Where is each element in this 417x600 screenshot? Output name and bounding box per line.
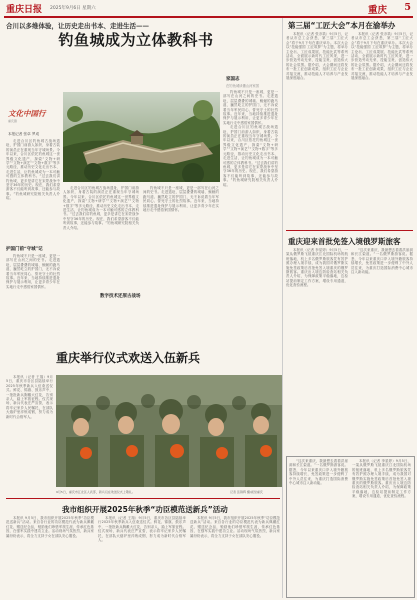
column-stamp	[8, 108, 58, 128]
bottom-headline: 我市组织开展2025年秋季“功臣模范送新兵”活动	[62, 505, 228, 514]
right-body-3a	[289, 459, 348, 593]
side-column-title: 家国志	[226, 77, 240, 82]
lead-body-text-col2: 走进合川区钓鱼城古战场遗址，护国门前游人如织，身着古装的演员正在重现当年守城场景。今年以来，合川区依托钓鱼城这一世界级文化遗产，探索“文物+研学”“文物+演艺”“文物+数字”等多元路径，推动历史文化走出书本、走进生活，让钓鱼城成为一本可触可感的立体教科书。“过去我们讲钓鱼城，更多是讲它在宋蒙战争中坚守36年的历史。现在，我们希望游客不仅能听到故事，还能参与故事。”钓鱼城研究院相关负责人介绍。	[63, 186, 139, 230]
bottom-body-1	[6, 516, 94, 598]
right-body-1b-text: 本报讯（记者 张亦筑）9月5日，记者从市总工会获悉，第三届“工匠大会”将于9月下旬在重庆举办。本次大会以“技能强国 工匠筑梦”为主题，将举办主论坛、工匠成果展、技能比武等系列活动，全面展示新时代工匠风采，进一步营造劳动光荣、技能宝贵、创造伟大的社会氛围。据介绍，大会期间还将发布一批工匠创新成果，组织工匠与企业对接交流，推动技能人才培养与产业发展深度融合。	[351, 32, 413, 81]
bottom-body-text-2: 本报讯（记者 王翔）9月5日，重庆市各区县陆续举行2025年秋季新兵入伍欢送仪式。鲜花、锦旗、鼓乐声中，一批批新兵胸戴大红花，告别亲人，踏上军旅征程。仪式现场，新兵代表庄严宣誓，表示将牢记家乡人民嘱托，在部队大熔炉里淬炼成钢，努力成为新时代合格军人。	[98, 516, 186, 543]
lead-kicker: 合川以多维体验，让历史走出书本、走进生活——	[6, 22, 149, 30]
feature-photo-caption: 9月5日，重庆市江北区人武部，新兵们在欢送仪式上敬礼。	[56, 490, 135, 494]
side-column-sub: 在钓鱼城读懂山河家国	[226, 84, 259, 88]
right-body-2a	[286, 248, 348, 448]
side-column-body	[223, 90, 278, 372]
lead-body-col1	[6, 139, 60, 243]
right-body-3a-text: “这次来重庆，我最想去看看洪崖洞和长江索道。”一名俄罗斯游客说。据悉，今年以来重庆口岸入境外籍旅客持续增长，免签政策进一步便利了中外人员往来，为重庆打造国际消费中心城市注入新动能。	[289, 459, 348, 486]
section-name: 重庆	[367, 5, 387, 16]
column-name: 文化中国行	[8, 109, 46, 118]
feature-body-text: 本报讯（记者 王翔）9月5日，重庆市各区县陆续举行2025年秋季新兵入伍欢送仪式。鲜花、锦旗、鼓乐声中，一批批新兵胸戴大红花，告别亲人，踏上军旅征程。仪式现场，新兵代表庄严宣誓，表示将牢记家乡人民嘱托，在部队大熔炉里淬炼成钢，努力成为新时代合格军人。	[6, 375, 53, 419]
bottom-body-3	[190, 516, 280, 598]
column-sub: 重庆篇	[8, 119, 18, 123]
recruits-saluting-image	[56, 375, 282, 487]
lead-body-text-col3: 钓鱼城不只是一座城，更是一部写在山河之间的史书。走进遗址，层层叠叠的城墙、蜿蜒的跑马道、巍然屹立的护国门，无不诉说着当年军民同心、誓死守土的壮烈故事。近年来，当地持续推进遗址保护与展示利用，让更多青少年在实地行走中感悟家国情怀。	[143, 186, 219, 213]
right-headline-2: 重庆迎来首批免签入境俄罗斯旅客	[288, 237, 401, 246]
feature-photo	[56, 375, 282, 487]
masthead	[4, 2, 413, 18]
lead-body-col2	[63, 186, 139, 372]
lead-subhead-3: 数字技术还原古战场	[100, 294, 141, 299]
lead-body-col1b	[6, 254, 60, 372]
bottom-body-text: 本报讯 9月5日，我市组织开展2025年秋季“功臣模范送新兵”活动。来自各行业的功臣模范代表为新兵佩戴红花、赠送纪念品，勉励他们珍惜军旅生涯，传承红色基因，在强军实践中建功立业。活动现场气氛热烈，新兵家属纷纷表示，将全力支持子女在部队安心服役。	[6, 516, 94, 538]
right-headline-1: 第三届“工匠大会”本月在渝举办	[288, 21, 396, 30]
lead-body-col3	[143, 186, 219, 372]
right-body-3b	[352, 459, 411, 593]
feature-headline: 重庆举行仪式欢送入伍新兵	[56, 351, 201, 365]
feature-photo-credit: 记者 张锦辉 摄/视觉重庆	[230, 490, 263, 494]
bottom-body-text-3: 本报讯 9月5日，我市组织开展2025年秋季“功臣模范送新兵”活动。来自各行业的功臣模范代表为新兵佩戴红花、赠送纪念品，勉励他们珍惜军旅生涯，传承红色基因，在强军实践中建功立业。活动现场气氛热烈，新兵家属纷纷表示，将全力支持子女在部队安心服役。	[190, 516, 280, 538]
right-body-1a-text: 本报讯（记者 张亦筑）9月5日，记者从市总工会获悉，第三届“工匠大会”将于9月下旬在重庆举办。本次大会以“技能强国 工匠筑梦”为主题，将举办主论坛、工匠成果展、技能比武等系列活动，全面展示新时代工匠风采，进一步营造劳动光荣、技能宝贵、创造伟大的社会氛围。据介绍，大会期间还将发布一批工匠创新成果，组织工匠与企业对接交流，推动技能人才培养与产业发展深度融合。	[286, 32, 348, 81]
right-body-2a-text: 本报讯（记者 李星婷）9月5日，一架从俄罗斯飞抵重庆江北国际机场的航班落地，机上多名俄罗斯旅客凭有效护照办理入境手续，成为我国对俄罗斯实施免签政策后首批免签入境重庆的俄罗斯旅客。重庆出入境边防检查站相关负责人介绍，为保障政策平稳落地，边检站提前制定工作方案，增设专用通道，优化查验流程。	[286, 248, 348, 288]
lead-subhead-2: 护国门前“守城”记	[6, 247, 43, 252]
lead-body-text: 走进合川区钓鱼城古战场遗址，护国门前游人如织，身着古装的演员正在重现当年守城场景。今年以来，合川区依托钓鱼城这一世界级文化遗产，探索“文物+研学”“文物+演艺”“文物+数字”等多元路径，推动历史文化走出书本、走进生活，让钓鱼城成为一本可触可感的立体教科书。“过去我们讲钓鱼城，更多是讲它在宋蒙战争中坚守36年的历史。现在，我们希望游客不仅能听到故事，还能参与故事。”钓鱼城研究院相关负责人介绍。	[6, 139, 60, 201]
right-body-1b	[351, 32, 413, 200]
page-number: 5	[404, 2, 411, 13]
right-body-3b-text: 本报讯（记者 李星婷）9月5日，一架从俄罗斯飞抵重庆江北国际机场的航班落地，机上多名俄罗斯旅客凭有效护照办理入境手续，成为我国对俄罗斯实施免签政策后首批免签入境重庆的俄罗斯旅客。重庆出入境边防检查站相关负责人介绍，为保障政策平稳落地，边检站提前制定工作方案，增设专用通道，优化查验流程。	[352, 459, 411, 499]
right-body-1a	[286, 32, 348, 200]
bottom-body-2	[98, 516, 186, 598]
issue-date: 2025年9月6日 星期六	[50, 6, 96, 11]
lead-body-text-2: 钓鱼城不只是一座城，更是一部写在山河之间的史书。走进遗址，层层叠叠的城墙、蜿蜒的跑马道、巍然屹立的护国门，无不诉说着当年军民同心、誓死守土的壮烈故事。近年来，当地持续推进遗址保护与展示利用，让更多青少年在实地行走中感悟家国情怀。	[6, 254, 60, 289]
side-column-text-2: 走进合川区钓鱼城古战场遗址，护国门前游人如织，身着古装的演员正在重现当年守城场景。今年以来，合川区依托钓鱼城这一世界级文化遗产，探索“文物+研学”“文物+演艺”“文物+数字”等多元路径，推动历史文化走出书本、走进生活，让钓鱼城成为一本可触可感的立体教科书。“过去我们讲钓鱼城，更多是讲它在宋蒙战争中坚守36年的历史。现在，我们希望游客不仅能听到故事，还能参与故事。”钓鱼城研究院相关负责人介绍。	[223, 125, 278, 187]
column-divider	[282, 18, 283, 598]
feature-body-left	[6, 375, 53, 495]
newspaper-logo: 重庆日报	[6, 5, 43, 15]
lead-photo	[63, 92, 220, 182]
right-body-2b-text: “这次来重庆，我最想去看看洪崖洞和长江索道。”一名俄罗斯游客说。据悉，今年以来重庆口岸入境外籍旅客持续增长，免签政策进一步便利了中外人员往来，为重庆打造国际消费中心城市注入新动能。	[351, 248, 413, 275]
lead-headline: 钓鱼城成为立体教科书	[58, 31, 214, 49]
lead-byline: 本报记者 张卓 罗成	[8, 132, 40, 136]
fortress-landscape-image	[63, 92, 220, 182]
right-rule	[286, 230, 413, 231]
side-column-text: 钓鱼城不只是一座城，更是一部写在山河之间的史书。走进遗址，层层叠叠的城墙、蜿蜒的跑马道、巍然屹立的护国门，无不诉说着当年军民同心、誓死守土的壮烈故事。近年来，当地持续推进遗址保护与展示利用，让更多青少年在实地行走中感悟家国情怀。	[223, 90, 278, 125]
bottom-rule	[6, 498, 280, 499]
right-body-2b	[351, 248, 413, 448]
